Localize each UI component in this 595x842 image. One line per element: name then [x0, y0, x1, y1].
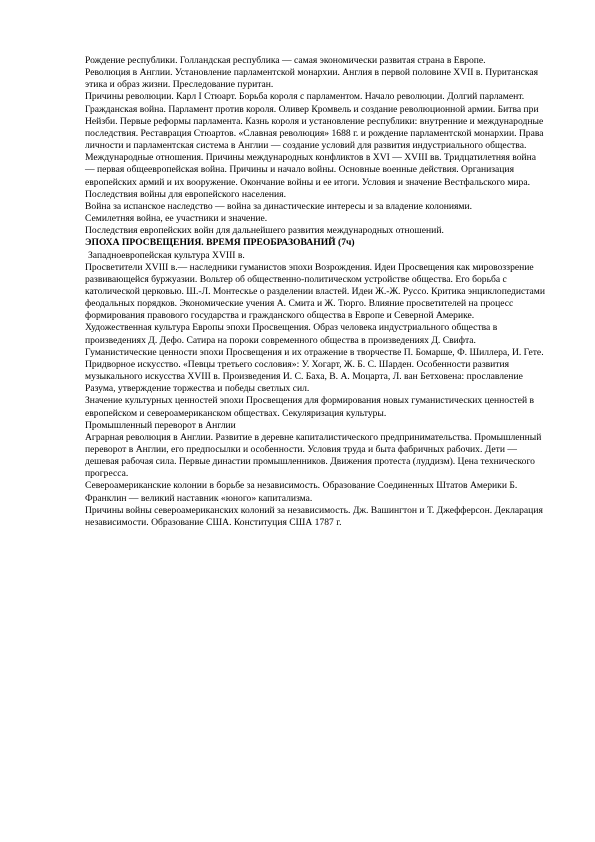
paragraph: Причины революции. Карл I Стюарт. Борьба короля с парламентом. Начало революции. Долгий парламент. Гражданская война. Парламент против короля. Оливер Кромвель и создание революционной армии. Битва при Нейзби. Первые реформы парламента. Казнь короля и установление республики: внутренние и международные последствия. Реставрация Стюартов. «Славная революция» 1688 г. и рождение парламентской монархии. Права личности и парламентская система в Англии — создание условий для развития индустриального общества. [85, 91, 544, 152]
paragraph: Аграрная революция в Англии. Развитие в деревне капиталистического предпринимательства. Промышленный переворот в Англии, его предпосылки и особенности. Условия труда и быта фабричных рабочих. Дети — дешевая рабочая сила. Первые династии промышленников. Движения протеста (луддизм). Цена технического прогресса. [85, 431, 542, 480]
paragraph: Значение культурных ценностей эпохи Просвещения для формирования новых гуманистических ценностей в европейском и североамериканском обществах. Секуляризация культуры. [85, 395, 535, 419]
paragraph: Последствия европейских войн для дальнейшего развития международных отношений. [85, 225, 444, 237]
paragraph: Просветители XVIII в.— наследники гуманистов эпохи Возрождения. Идеи Просвещения как мировоззрение развивающейся буржуазии. Вольтер об общественно-политическом устройстве общества. Его борьба с католической церковью. Ш.-Л. Монтескье о разделении властей. Идеи Ж.-Ж. Руссо. Критика энциклопедистами феодальных порядков. Экономические учения А. Смита и Ж. Тюрго. Влияние просветителей на процесс формирования правового государства и гражданского общества в Европе и Северной Америке. [85, 261, 546, 322]
paragraph: Семилетняя война, ее участники и значение. [85, 213, 268, 225]
paragraph: Промышленный переворот в Англии [85, 419, 236, 431]
paragraph: Рождение республики. Голландская республика — самая экономически развитая страна в Европе. [85, 55, 486, 66]
paragraph: Художественная культура Европы эпохи Просвещения. Образ человека индустриального общества в произведениях Д. Дефо. Сатира на пороки современного общества в произведениях Д. Свифта. Гуманистические ценности эпохи Просвещения и их отражение в творчестве П. Бомарше, Ф. Шиллера, И. Гете. Придворное искусство. «Певцы третьего сословия»: У. Хогарт, Ж. Б. С. Шарден. Особенности развития музыкального искусства XVIII в. Произведения И. С. Баха, В. А. Моцарта, Л. ван Бетховена: прославление Разума, утверждение торжества и победы светлых сил. [85, 322, 544, 395]
document-page [85, 55, 545, 529]
paragraph: Революция в Англии. Установление парламентской монархии. Англия в первой половине XVII в. Пуританская этика и образ жизни. Преследование пуритан. [85, 67, 539, 91]
section-subheading: Западноевропейская культура XVIII в. [88, 249, 245, 261]
paragraph: Североамериканские колонии в борьбе за независимость. Образование Соединенных Штатов Америки Б. Франклин — великий наставник «юного» капитализма. [85, 480, 518, 504]
section-heading: ЭПОХА ПРОСВЕЩЕНИЯ. ВРЕМЯ ПРЕОБРАЗОВАНИЙ (7ч) [85, 237, 355, 249]
paragraph: Война за испанское наследство — война за династические интересы и за владение колониями. [85, 200, 473, 212]
paragraph: Причины войны североамериканских колоний за независимость. Дж. Вашингтон и Т. Джефферсон. Декларация независимости. Образование США. Конституция США 1787 г. [85, 504, 543, 528]
paragraph: Международные отношения. Причины международных конфликтов в XVI — XVIII вв. Тридцатилетняя война — первая общеевропейская война. Причины и начало войны. Основные военные действия. Организация европейских армий и их вооружение. Окончание войны и ее итоги. Условия и значение Вестфальского мира. Последствия войны для европейского населения. [85, 152, 537, 200]
